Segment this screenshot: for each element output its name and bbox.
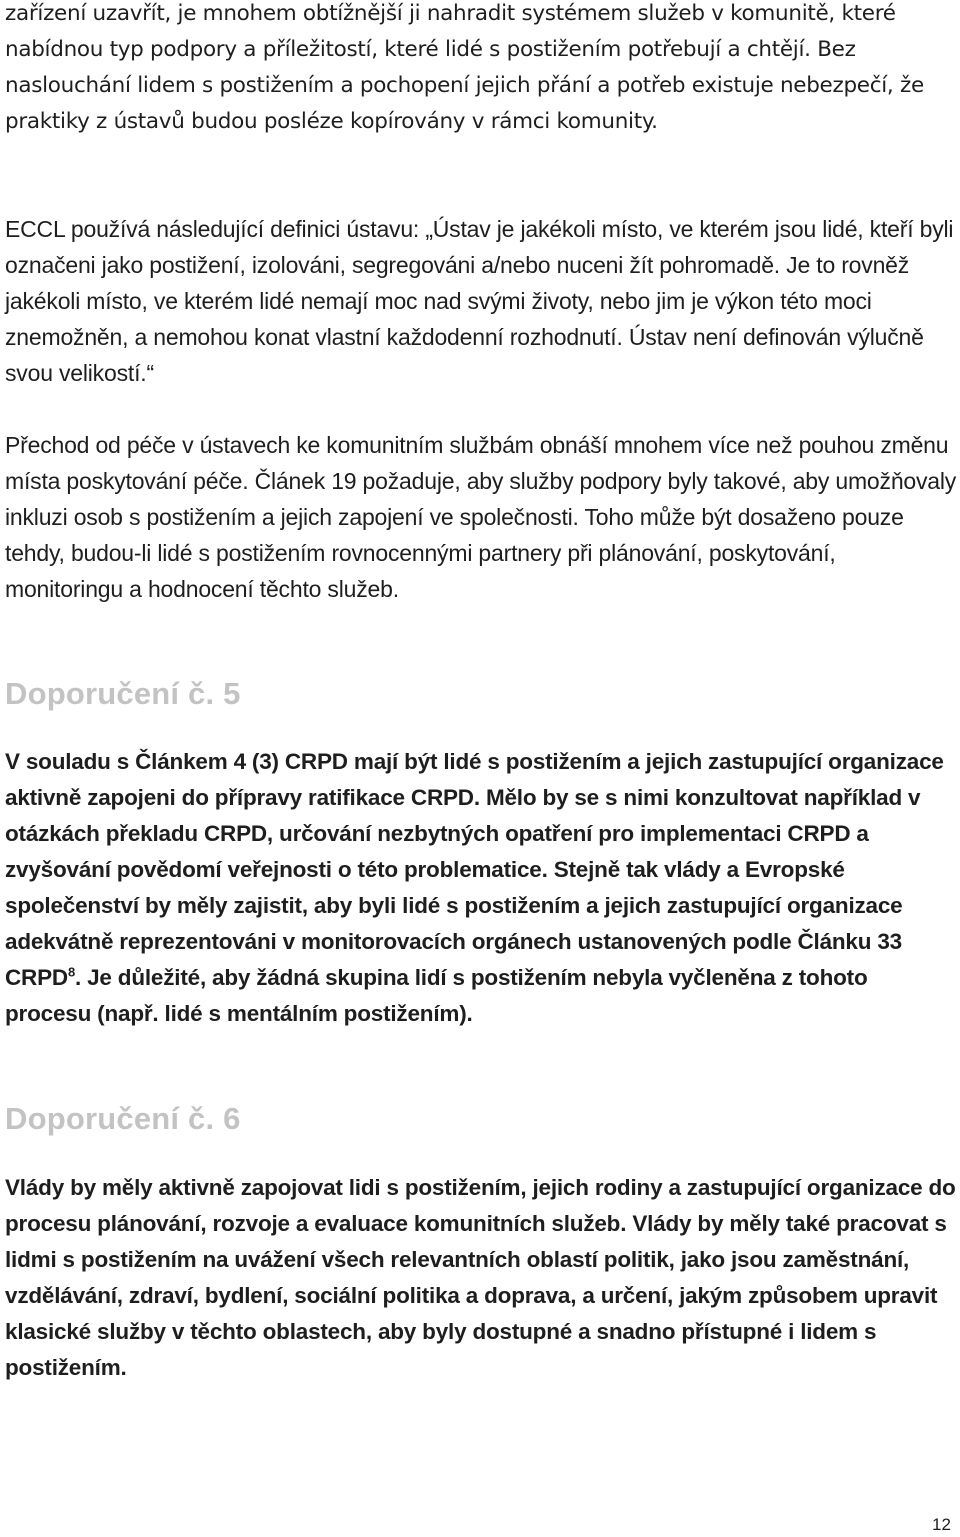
recommendation-6-heading: Doporučení č. 6	[5, 1101, 241, 1136]
recommendation-6-text: Vlády by měly aktivně zapojovat lidi s postižením, jejich rodiny a zastupující organizace do procesu plánování, rozvoje a evaluace komunitních služeb. Vlády by měly také pracovat s lidmi s postižením na uvážení všech relevantních oblastí politik, jako jsou zaměstnání, vzdělávání, zdraví, bydlení, sociální politika a doprava, a určení, jakým způsobem upravit klasické služby v těchto oblastech, aby byly dostupné a snadno přístupné i lidem s postižením.	[5, 1175, 956, 1380]
eccl-lead: ECCL používá následující definici ústavu:	[5, 216, 426, 242]
rec5-text-after: . Je důležité, aby žádná skupina lidí s postižením nebyla vyčleněna z tohoto procesu (např. lidé s mentálním postižením).	[5, 965, 868, 1026]
recommendation-5-text	[5, 744, 957, 1032]
recommendation-5-heading: Doporučení č. 5	[5, 676, 241, 711]
transition-paragraph: Přechod od péče v ústavech ke komunitním službám obnáší mnohem více než pouhou změnu místa poskytování péče. Článek 19 požaduje, aby služby podpory byly takové, aby umožňovaly inkluzi osob s postižením a jejich zapojení ve společnosti. Toho může být dosaženo pouze tehdy, budou-li lidé s postižením rovnocennými partnery při plánování, poskytování, monitoringu a hodnocení těchto služeb.	[5, 432, 957, 602]
eccl-definition-paragraph	[5, 211, 957, 391]
rec5-text-before: V souladu s Článkem 4 (3) CRPD mají být lidé s postižením a jejich zastupující organizace aktivně zapojeni do přípravy ratifikace CRPD. Mělo by se s nimi konzultovat například v otázkách překladu CRPD, určování nezbytných opatření pro implementaci CRPD a zvyšování povědomí veřejnosti o této problematice. Stejně tak vlády a Evropské společenství by měly zajistit, aby byli lidé s postižením a jejich zastupující organizace adekvátně reprezentováni v monitorovacích orgánech ustanovených podle Článku 33 CRPD	[5, 749, 944, 990]
footnote-marker[interactable]: 8	[67, 964, 75, 980]
intro-paragraph: zařízení uzavřít, je mnohem obtížnější ji nahradit systémem služeb v komunitě, které nabídnou typ podpory a příležitostí, které lidé s postižením potřebují a chtějí. Bez naslouchání lidem s postižením a pochopení jejich přání a potřeb existuje nebezpečí, že praktiky z ústavů budou posléze kopírovány v rámci komunity.	[5, 1, 924, 134]
page-number: 12	[932, 1515, 951, 1534]
eccl-quote: „Ústav je jakékoli místo, ve kterém jsou lidé, kteří byli označeni jako postižení, izolováni, segregováni a/nebo nuceni žít pohromadě. Je to rovněž jakékoli místo, ve kterém lidé nemají moc nad svými životy, nebo jim je výkon této moci znemožněn, a nemohou konat vlastní každodenní rozhodnutí. Ústav není definován výlučně svou velikostí.“	[5, 216, 954, 386]
